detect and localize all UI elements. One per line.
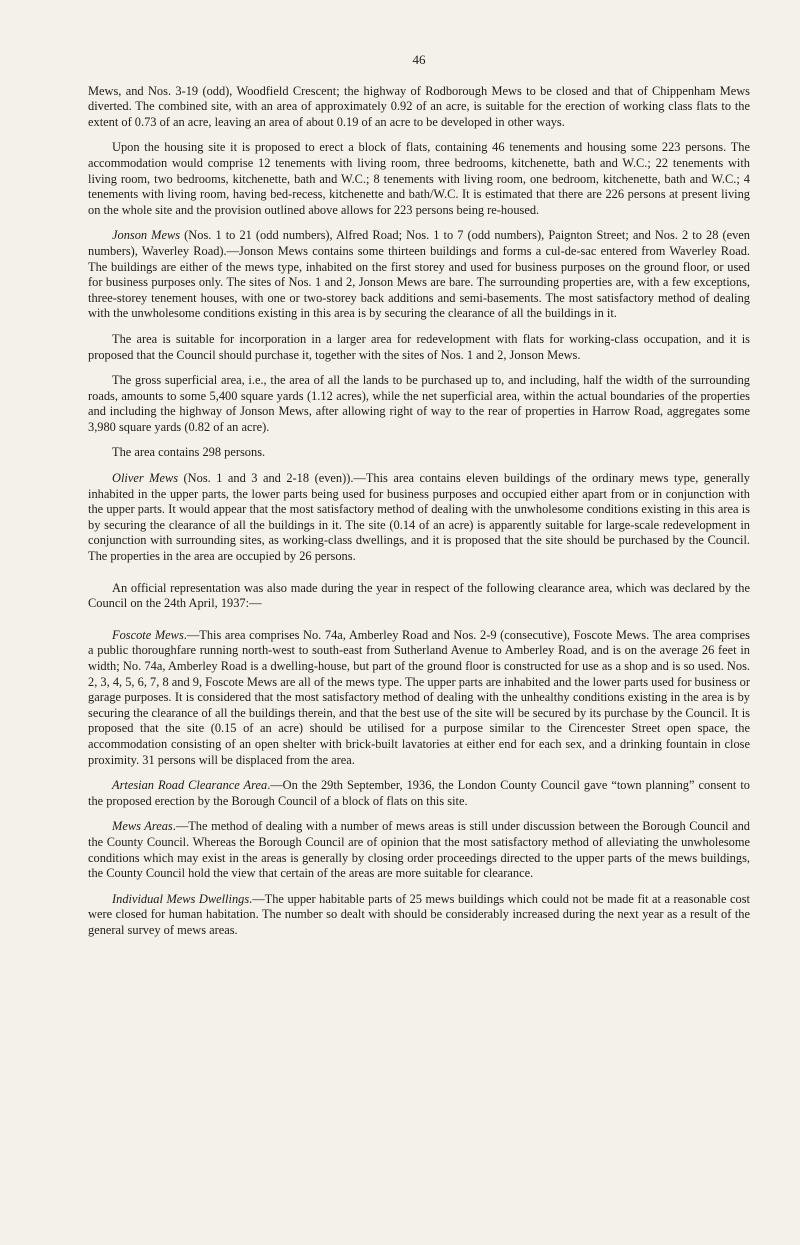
section-heading: Individual Mews Dwellings bbox=[112, 891, 250, 906]
paragraph-text: .—On the 29th September, 1936, the London County Council gave “town planning” consent to the proposed erection by the Borough Council of a block of flats on this site. bbox=[88, 778, 750, 808]
paragraph-population bbox=[88, 445, 750, 461]
paragraph-text: Mews, and Nos. 3-19 (odd), Woodfield Crescent; the highway of Rodborough Mews to be closed and that of Chippenham Mews diverted. The combined site, with an area of approximately 0.92 of an acre, is suitable for the erection of working class flats to the extent of 0.73 of an acre, leaving an area of about 0.19 of an acre to be developed in other ways. bbox=[88, 83, 750, 129]
section-heading: Oliver Mews bbox=[112, 471, 179, 486]
paragraph-mews-areas bbox=[88, 819, 750, 881]
section-heading: Mews Areas bbox=[112, 819, 173, 834]
paragraph-text: (Nos. 1 to 21 (odd numbers), Alfred Road; Nos. 1 to 7 (odd numbers), Paignton Street; and Nos. 2 to 28 (even numbers), Waverley Road).—Jonson Mews contains some thirteen buildings and forms a cul-de-sac entered from Waverley Road. The buildings are either of the mews type, inhabited on the first storey and used for business purposes on the ground floor, or used for business purposes only. The sites of Nos. 1 and 2, Jonson Mews are bare. The surrounding properties are, with a few exceptions, three-storey tenement houses, with one or two-storey back additions and semi-basements. The most satisfactory method of dealing with the unwholesome conditions existing in this area is by securing the clearance of all the buildings in it. bbox=[88, 228, 750, 321]
page-number: 46 bbox=[412, 52, 426, 67]
paragraph-text: .—The method of dealing with a number of mews areas is still under discussion between the Borough Council and the County Council. Whereas the Borough Council are of opinion that the most satisfactory method of alleviating the unwholesome conditions which may exist in the areas is generally by closing order proceedings directed to the upper parts of the mews buildings, the County Council hold the view that certain of the areas are more suitable for clearance. bbox=[88, 819, 750, 881]
paragraph-text: An official representation was also made during the year in respect of the following clearance area, which was declared by the Council on the 24th April, 1937:— bbox=[88, 580, 750, 611]
section-heading: Jonson Mews bbox=[112, 228, 181, 243]
paragraph-continuation bbox=[88, 84, 750, 131]
document-page bbox=[88, 52, 750, 949]
paragraph-text: Upon the housing site it is proposed to erect a block of flats, containing 46 tenements and housing some 223 persons. The accommodation would comprise 12 tenements with living room, three bedrooms, kitchenette, bath and W.C.; 22 tenements with living room, two bedrooms, kitchenette, bath and W.C.; 8 tenements with living room, one bedroom, kitchenette, bath and W.C.; 4 tenements with living room, having bed-recess, kitchenette and bath/W.C. It is estimated that there are 226 persons at present living on the whole site and the provision outlined above allows for 223 persons being re-housed. bbox=[88, 140, 750, 217]
paragraph-individual-mews bbox=[88, 892, 750, 939]
paragraph-text: The area is suitable for incorporation in a larger area for redevelopment with flats for working-class occupation, and it is proposed that the Council should purchase it, together with the sites of Nos. 1 and 2, Jonson Mews. bbox=[88, 331, 750, 362]
paragraph-superficial-area bbox=[88, 373, 750, 435]
paragraph-text: .—This area comprises No. 74a, Amberley Road and Nos. 2-9 (consecutive), Foscote Mews. The area comprises a public thoroughfare running north-west to south-east from Sutherland Avenue to Amberley Road, and is on the average 26 feet in width; No. 74a, Amberley Road is a dwelling-house, but part of the ground floor is constructed for use as a shop and is so used. Nos. 2, 3, 4, 5, 6, 7, 8 and 9, Foscote Mews are all of the mews type. The upper parts are inhabited and the lower parts used for business or garage purposes. It is considered that the most satisfactory method of dealing with the unhealthy conditions existing in the area is by securing the clearance of all the buildings therein, and that the best use of the site will be secured by its purchase by the Council. It is proposed that the site (0.15 of an acre) should be utilised for a purpose similar to the Cirencester Street open space, the accommodation consisting of an open shelter with brick-built lavatories at either end for each sex, and a drinking fountain in close proximity. 31 persons will be displaced from the area. bbox=[88, 627, 750, 767]
paragraph-jonson-mews bbox=[88, 228, 750, 322]
paragraph-text: The area contains 298 persons. bbox=[112, 445, 266, 460]
paragraph-text: .—The upper habitable parts of 25 mews buildings which could not be made fit at a reasonable cost were closed for human habitation. The number so dealt with should be considerably increased during the next year as a result of the general survey of mews areas. bbox=[88, 891, 750, 937]
paragraph-oliver-mews bbox=[88, 471, 750, 565]
paragraph-text: The gross superficial area, i.e., the area of all the lands to be purchased up to, and including, half the width of the surrounding roads, amounts to some 5,400 square yards (1.12 acres), while the net superficial area, within the actual boundaries of the properties and including the highway of Jonson Mews, after allowing right of way to the rear of properties in Harrow Road, aggregates some 3,980 square yards (0.82 of an acre). bbox=[88, 373, 750, 434]
paragraph-housing-site bbox=[88, 140, 750, 218]
paragraph-foscote-mews bbox=[88, 628, 750, 768]
paragraph-official-representation bbox=[88, 581, 750, 612]
paragraph-text: (Nos. 1 and 3 and 2-18 (even)).—This area contains eleven buildings of the ordinary mews type, generally inhabited in the upper parts, the lower parts being used for business purposes and occupied either apart from or in conjunction with the upper parts. It would appear that the most satisfactory method of dealing with the unwholesome conditions existing in this area is by securing the clearance of all the buildings in it. The site (0.14 of an acre) is apparently suitable for large-scale redevelopment in conjunction with surrounding sites, as working-class dwellings, and it is proposed that the site should be purchased by the Council. The properties in the area are occupied by 26 persons. bbox=[88, 471, 750, 564]
section-heading: Artesian Road Clearance Area bbox=[112, 778, 268, 793]
section-heading: Foscote Mews bbox=[112, 627, 184, 642]
paragraph-redevelopment bbox=[88, 332, 750, 363]
paragraph-artesian-road bbox=[88, 778, 750, 809]
